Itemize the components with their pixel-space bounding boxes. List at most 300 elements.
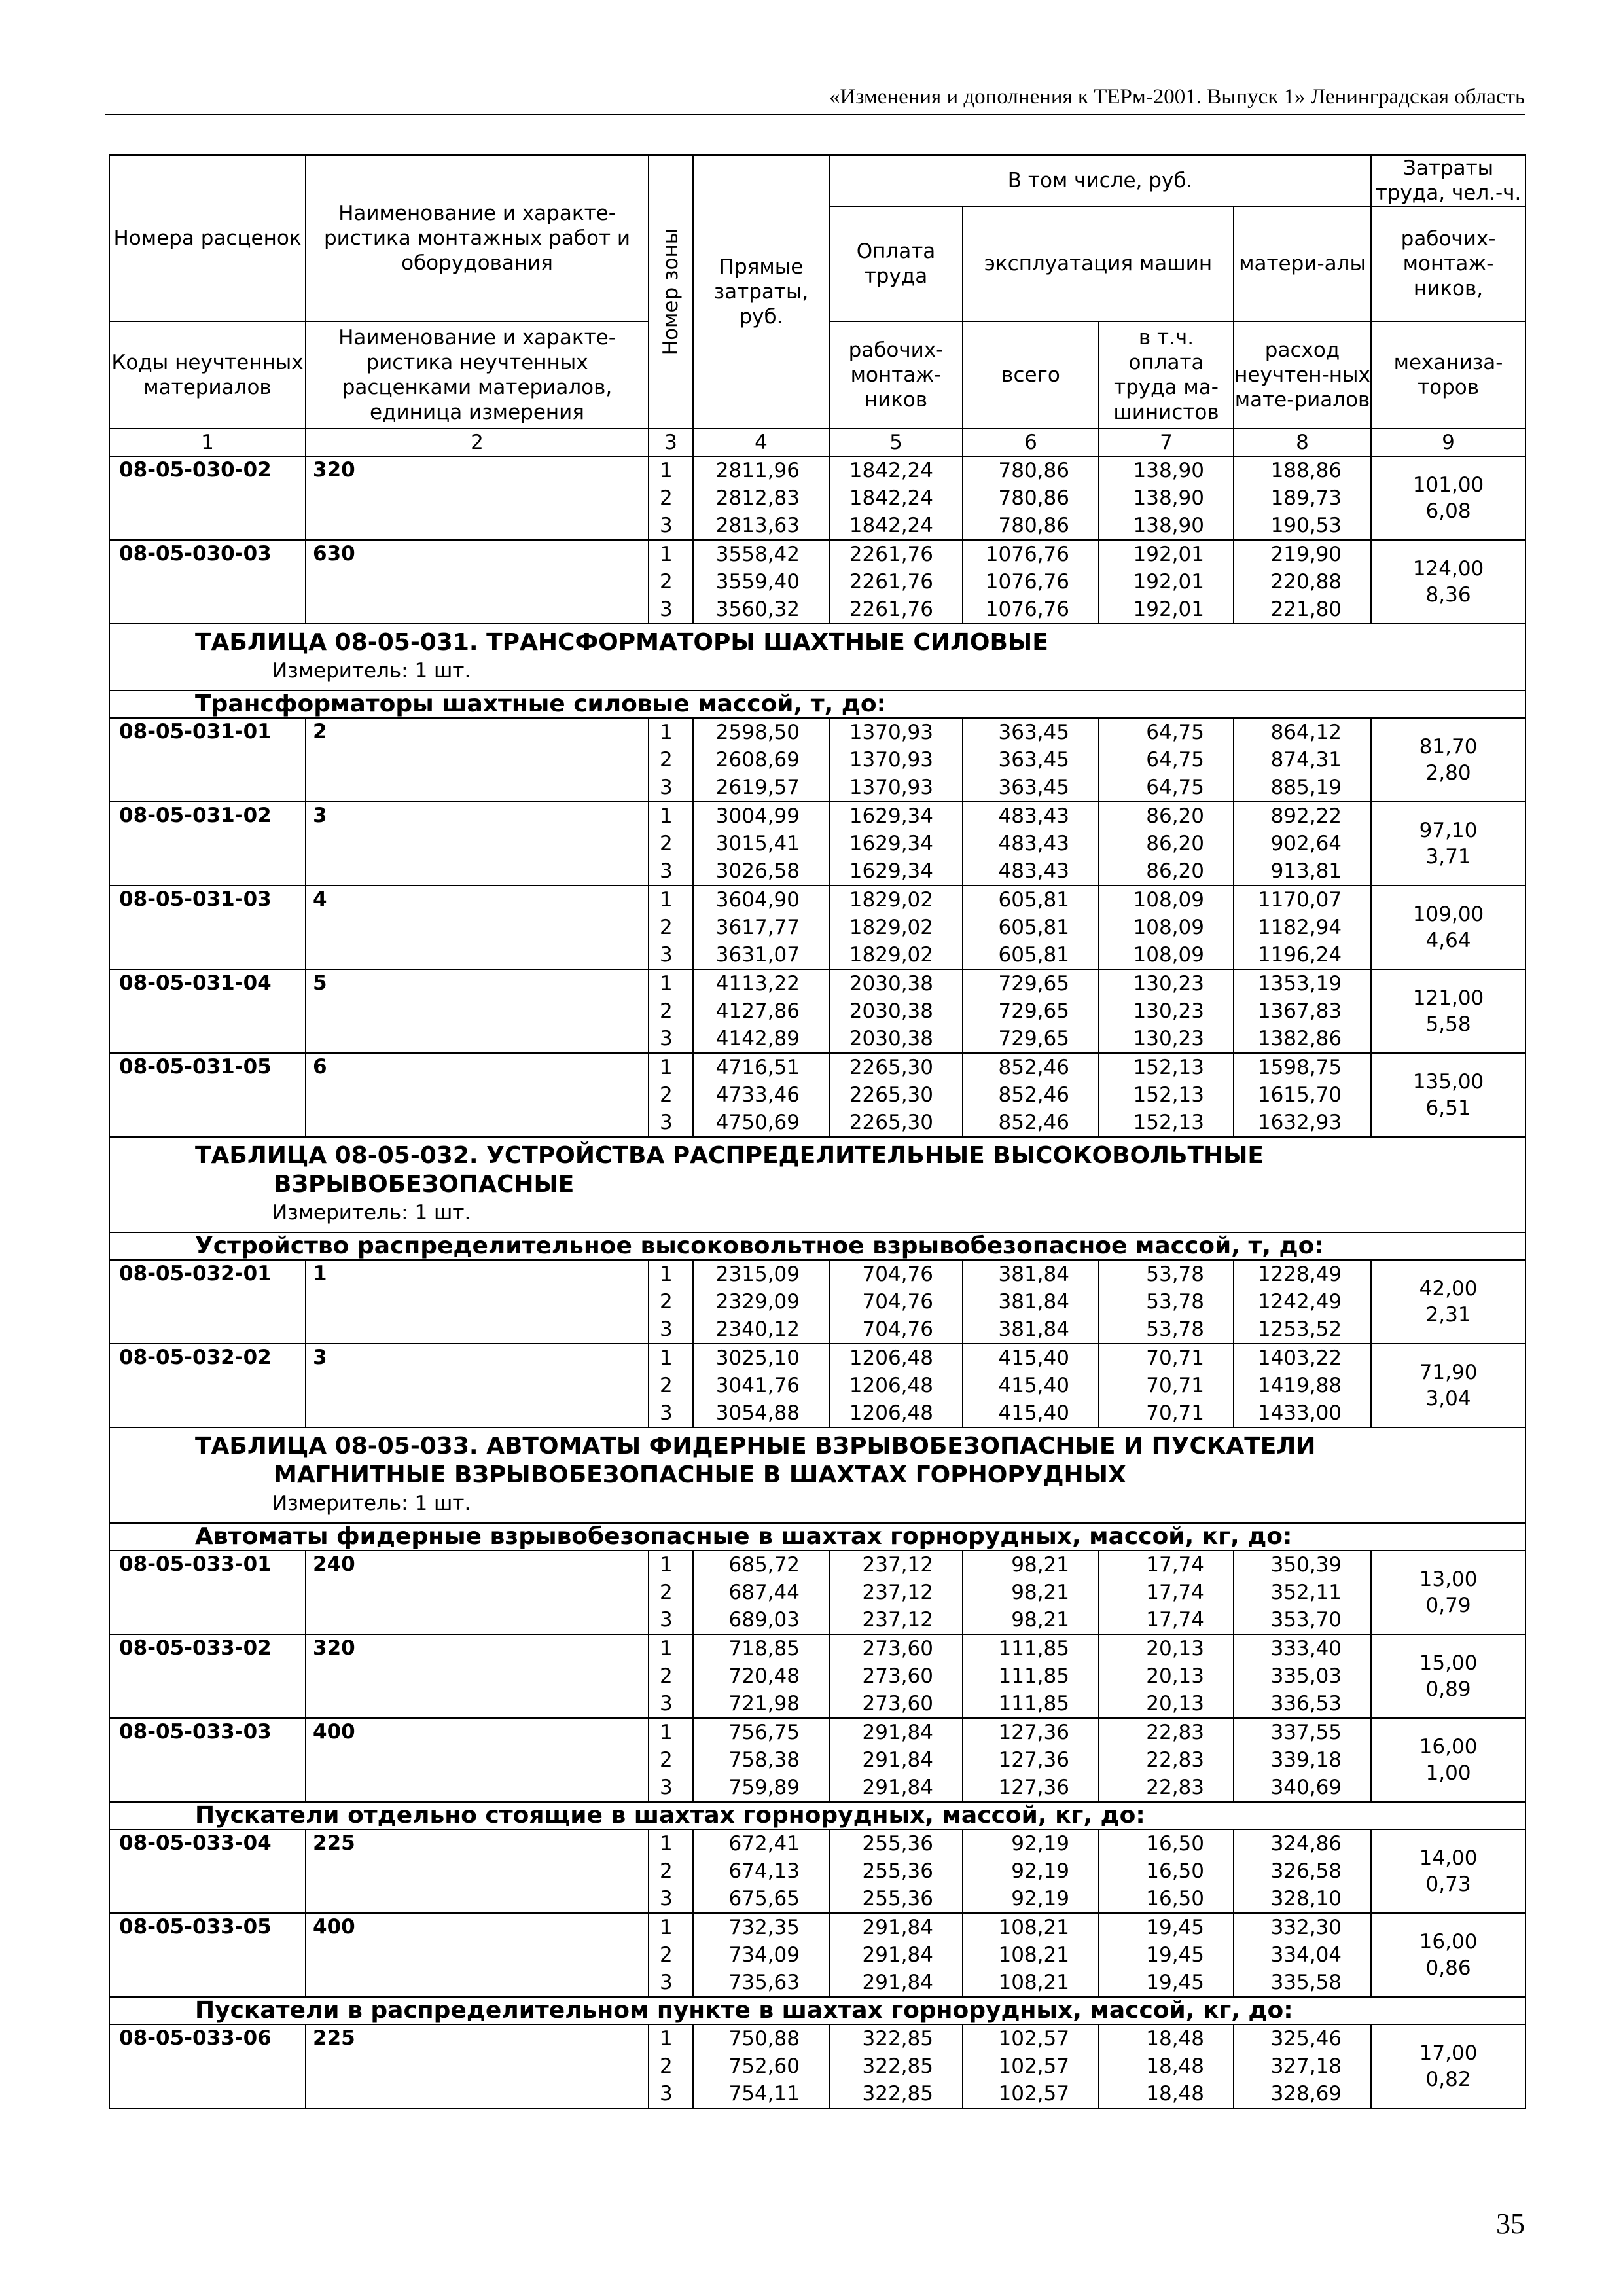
cost-value: 291,84 [862, 1748, 933, 1772]
cost-value: 108,09 [1133, 888, 1204, 912]
cost-value: 20,13 [1146, 1664, 1204, 1688]
cost-value: 685,72 [728, 1553, 800, 1577]
table-unit: Измеритель: 1 шт. [272, 1201, 471, 1225]
value-cell [1099, 1634, 1234, 1718]
labor-mechanics: 3,71 [1425, 845, 1471, 869]
zone-number: 2 [660, 1664, 673, 1688]
cost-value: 86,20 [1146, 804, 1204, 828]
cost-value: 188,86 [1270, 459, 1342, 482]
rate-parameter: 2 [306, 718, 649, 802]
cost-value: 415,40 [998, 1401, 1069, 1425]
rate-code: 08-05-033-04 [109, 1829, 306, 1913]
column-number: 4 [693, 429, 829, 456]
table-title-continuation: ВЗРЫВОБЕЗОПАСНЫЕ [274, 1171, 575, 1198]
cost-value: 192,01 [1133, 598, 1204, 621]
value-cell [963, 1718, 1099, 1802]
rate-code: 08-05-031-04 [109, 969, 306, 1053]
labor-costs-cell [1371, 1634, 1525, 1718]
cost-value: 1403,22 [1257, 1346, 1342, 1370]
cost-value: 152,13 [1133, 1056, 1204, 1079]
header-materials: матери-алы [1234, 206, 1371, 321]
header-material-names: Наименование и характе-ристика неучтенных расценками материалов, единица измерения [306, 321, 649, 429]
cost-value: 483,43 [998, 832, 1069, 855]
zone-number: 3 [660, 1776, 673, 1799]
cost-value: 729,65 [998, 972, 1069, 996]
cost-value: 1196,24 [1257, 943, 1342, 967]
value-cell [963, 1913, 1099, 1997]
value-cell [1099, 1260, 1234, 1344]
labor-mechanics: 0,89 [1425, 1677, 1471, 1701]
zone-number: 1 [660, 1056, 673, 1079]
zone-cell [649, 1718, 693, 1802]
cost-value: 1370,93 [849, 776, 933, 799]
cost-value: 913,81 [1270, 859, 1342, 883]
table-title-cell [109, 624, 1525, 691]
zone-number: 3 [660, 1111, 673, 1134]
rate-row [109, 1551, 1525, 1634]
labor-installers: 124,00 [1412, 557, 1484, 581]
cost-value: 152,13 [1133, 1111, 1204, 1134]
value-cell [693, 718, 829, 802]
subsection-row [109, 1523, 1525, 1551]
table-title-row [109, 624, 1525, 691]
rate-parameter: 320 [306, 1634, 649, 1718]
cost-value: 22,83 [1146, 1721, 1204, 1744]
rate-row [109, 1634, 1525, 1718]
cost-value: 4142,89 [715, 1027, 800, 1050]
value-cell [693, 1551, 829, 1634]
labor-mechanics: 6,51 [1425, 1096, 1471, 1120]
cost-value: 2315,09 [715, 1263, 800, 1286]
table-title [110, 624, 1525, 657]
cost-value: 108,21 [998, 1971, 1069, 1994]
zone-number: 3 [660, 1027, 673, 1050]
cost-value: 152,13 [1133, 1083, 1204, 1107]
zone-number: 3 [660, 859, 673, 883]
cost-value: 108,09 [1133, 916, 1204, 939]
rate-code: 08-05-030-02 [109, 456, 306, 540]
page-number: 35 [1496, 2208, 1525, 2240]
cost-value: 381,84 [998, 1318, 1069, 1341]
header-machinist-wage: в т.ч. оплата труда ма-шинистов [1099, 321, 1234, 429]
labor-installers: 101,00 [1412, 473, 1484, 497]
labor-installers: 13,00 [1419, 1568, 1478, 1591]
value-cell [1099, 886, 1234, 969]
cost-value: 16,50 [1146, 1832, 1204, 1856]
cost-value: 138,90 [1133, 514, 1204, 537]
cost-value: 17,74 [1146, 1581, 1204, 1604]
header-material-codes: Коды неучтенных материалов [109, 321, 306, 429]
labor-mechanics: 3,04 [1425, 1387, 1471, 1410]
cost-value: 729,65 [998, 1027, 1069, 1050]
cost-value: 339,18 [1270, 1748, 1342, 1772]
cost-value: 273,60 [862, 1692, 933, 1715]
cost-value: 291,84 [862, 1776, 933, 1799]
cost-value: 340,69 [1270, 1776, 1342, 1799]
zone-number: 1 [660, 1346, 673, 1370]
cost-value: 17,74 [1146, 1608, 1204, 1632]
zone-number: 1 [660, 1263, 673, 1286]
labor-mechanics: 2,80 [1425, 761, 1471, 785]
cost-value: 328,10 [1270, 1887, 1342, 1910]
cost-value: 3558,42 [715, 543, 800, 566]
cost-value: 780,86 [998, 459, 1069, 482]
value-cell [1234, 718, 1371, 802]
value-cell [693, 886, 829, 969]
value-cell [1099, 1913, 1234, 1997]
zone-number: 1 [660, 543, 673, 566]
rate-parameter: 3 [306, 802, 649, 886]
cost-value: 3631,07 [715, 943, 800, 967]
cost-value: 219,90 [1270, 543, 1342, 566]
rate-parameter: 225 [306, 1829, 649, 1913]
cost-value: 237,12 [862, 1553, 933, 1577]
value-cell [1234, 2024, 1371, 2108]
value-cell [829, 1718, 963, 1802]
cost-value: 332,30 [1270, 1916, 1342, 1939]
cost-value: 704,76 [862, 1318, 933, 1341]
zone-number: 2 [660, 999, 673, 1023]
value-cell [829, 802, 963, 886]
cost-value: 53,78 [1146, 1263, 1204, 1286]
zone-number: 3 [660, 1608, 673, 1632]
labor-costs-cell [1371, 1913, 1525, 1997]
cost-value: 2811,96 [715, 459, 800, 482]
value-cell [693, 802, 829, 886]
cost-value: 759,89 [728, 1776, 800, 1799]
labor-costs-cell [1371, 1551, 1525, 1634]
cost-value: 1829,02 [849, 916, 933, 939]
value-cell [1234, 969, 1371, 1053]
value-cell [1099, 718, 1234, 802]
cost-value: 4733,46 [715, 1083, 800, 1107]
rate-parameter: 240 [306, 1551, 649, 1634]
cost-value: 4113,22 [715, 972, 800, 996]
value-cell [1099, 540, 1234, 624]
cost-value: 18,48 [1146, 2027, 1204, 2051]
labor-mechanics: 1,00 [1425, 1761, 1471, 1785]
zone-number: 3 [660, 1971, 673, 1994]
labor-installers: 17,00 [1419, 2041, 1478, 2065]
cost-value: 1228,49 [1257, 1263, 1342, 1286]
zone-number: 3 [660, 1887, 673, 1910]
value-cell [829, 1913, 963, 1997]
cost-value: 130,23 [1133, 1027, 1204, 1050]
cost-value: 111,85 [998, 1637, 1069, 1660]
cost-value: 874,31 [1270, 748, 1342, 772]
value-cell [1099, 802, 1234, 886]
cost-value: 70,71 [1146, 1346, 1204, 1370]
rate-parameter: 400 [306, 1718, 649, 1802]
value-cell [693, 540, 829, 624]
cost-value: 1182,94 [1257, 916, 1342, 939]
cost-value: 237,12 [862, 1608, 933, 1632]
labor-mechanics: 0,79 [1425, 1594, 1471, 1617]
cost-value: 756,75 [728, 1721, 800, 1744]
zone-number: 1 [660, 721, 673, 744]
cost-value: 127,36 [998, 1776, 1069, 1799]
zone-number: 3 [660, 514, 673, 537]
zone-number: 3 [660, 2082, 673, 2106]
cost-value: 350,39 [1270, 1553, 1342, 1577]
cost-value: 605,81 [998, 916, 1069, 939]
zone-number: 2 [660, 916, 673, 939]
zone-number: 1 [660, 459, 673, 482]
cost-value: 1206,48 [849, 1346, 933, 1370]
table-title-row [109, 1137, 1525, 1232]
value-cell [829, 969, 963, 1053]
labor-costs-cell [1371, 1260, 1525, 1344]
cost-value: 852,46 [998, 1083, 1069, 1107]
zone-number: 1 [660, 1916, 673, 1939]
value-cell [693, 969, 829, 1053]
cost-value: 381,84 [998, 1290, 1069, 1314]
cost-value: 64,75 [1146, 748, 1204, 772]
cost-value: 1629,34 [849, 804, 933, 828]
cost-value: 3004,99 [715, 804, 800, 828]
zone-number: 2 [660, 1374, 673, 1397]
subsection-row [109, 1802, 1525, 1829]
subsection-title: Автоматы фидерные взрывобезопасные в шахтах горнорудных, массой, кг, до: [109, 1523, 1525, 1551]
cost-value: 189,73 [1270, 486, 1342, 510]
cost-value: 1170,07 [1257, 888, 1342, 912]
cost-value: 2030,38 [849, 999, 933, 1023]
cost-value: 333,40 [1270, 1637, 1342, 1660]
cost-value: 322,85 [862, 2054, 933, 2078]
subsection-title: Пускатели в распределительном пункте в шахтах горнорудных, массой, кг, до: [109, 1997, 1525, 2024]
rate-row [109, 1718, 1525, 1802]
labor-costs-cell [1371, 1829, 1525, 1913]
cost-value: 2608,69 [715, 748, 800, 772]
labor-mechanics: 0,73 [1425, 1873, 1471, 1896]
table-title-cell [109, 1427, 1525, 1523]
value-cell [963, 1260, 1099, 1344]
zone-number: 1 [660, 1721, 673, 1744]
labor-installers: 15,00 [1419, 1651, 1478, 1675]
zone-number: 3 [660, 776, 673, 799]
cost-value: 1629,34 [849, 832, 933, 855]
labor-costs-cell [1371, 1718, 1525, 1802]
cost-value: 885,19 [1270, 776, 1342, 799]
cost-value: 1419,88 [1257, 1374, 1342, 1397]
header-workers: рабочих-монтаж-ников, [1371, 206, 1525, 321]
header-zone-number [649, 155, 693, 429]
value-cell [693, 456, 829, 540]
labor-mechanics: 0,86 [1425, 1956, 1471, 1980]
labor-mechanics: 0,82 [1425, 2068, 1471, 2091]
cost-value: 336,53 [1270, 1692, 1342, 1715]
zone-number: 3 [660, 943, 673, 967]
header-material-consumption: расход неучтен-ных мате-риалов [1234, 321, 1371, 429]
table-unit: Измеритель: 1 шт. [272, 659, 471, 683]
rate-code: 08-05-031-01 [109, 718, 306, 802]
zone-number: 3 [660, 1692, 673, 1715]
value-cell [1234, 886, 1371, 969]
cost-value: 2265,30 [849, 1111, 933, 1134]
header-zone-number-label: Номер зоны [659, 228, 683, 356]
labor-mechanics: 8,36 [1425, 583, 1471, 607]
cost-value: 130,23 [1133, 972, 1204, 996]
value-cell [1234, 540, 1371, 624]
value-cell [963, 540, 1099, 624]
cost-value: 363,45 [998, 776, 1069, 799]
cost-value: 220,88 [1270, 570, 1342, 594]
value-cell [829, 718, 963, 802]
cost-value: 605,81 [998, 943, 1069, 967]
zone-cell [649, 1551, 693, 1634]
subsection-row [109, 1997, 1525, 2024]
cost-value: 127,36 [998, 1748, 1069, 1772]
rate-code: 08-05-031-05 [109, 1053, 306, 1137]
value-cell [1234, 1053, 1371, 1137]
subsection-title: Устройство распределительное высоковольтное взрывобезопасное массой, т, до: [109, 1232, 1525, 1260]
cost-value: 291,84 [862, 1916, 933, 1939]
value-cell [693, 1260, 829, 1344]
table-title-row [109, 1427, 1525, 1523]
value-cell [693, 1053, 829, 1137]
cost-value: 1370,93 [849, 721, 933, 744]
cost-value: 675,65 [728, 1887, 800, 1910]
cost-value: 352,11 [1270, 1581, 1342, 1604]
cost-value: 4127,86 [715, 999, 800, 1023]
zone-number: 2 [660, 748, 673, 772]
cost-value: 3015,41 [715, 832, 800, 855]
cost-value: 718,85 [728, 1637, 800, 1660]
cost-value: 752,60 [728, 2054, 800, 2078]
value-cell [829, 1344, 963, 1427]
cost-value: 255,36 [862, 1887, 933, 1910]
cost-value: 102,57 [998, 2082, 1069, 2106]
cost-value: 3604,90 [715, 888, 800, 912]
cost-value: 53,78 [1146, 1290, 1204, 1314]
zone-number: 1 [660, 888, 673, 912]
cost-value: 92,19 [1011, 1859, 1069, 1883]
zone-cell [649, 2024, 693, 2108]
zone-number: 2 [660, 1748, 673, 1772]
cost-value: 322,85 [862, 2082, 933, 2106]
cost-value: 864,12 [1270, 721, 1342, 744]
cost-value: 328,69 [1270, 2082, 1342, 2106]
cost-value: 672,41 [728, 1832, 800, 1856]
zone-cell [649, 886, 693, 969]
rate-row [109, 2024, 1525, 2108]
rate-row [109, 718, 1525, 802]
zone-number: 2 [660, 1290, 673, 1314]
header-installers: рабочих-монтаж-ников [829, 321, 963, 429]
value-cell [1234, 1634, 1371, 1718]
cost-value: 273,60 [862, 1637, 933, 1660]
value-cell [693, 1718, 829, 1802]
header-labor-costs: Затраты труда, чел.-ч. [1371, 155, 1525, 206]
cost-value: 4716,51 [715, 1056, 800, 1079]
table-title [110, 1138, 1525, 1199]
cost-value: 22,83 [1146, 1748, 1204, 1772]
cost-value: 1598,75 [1257, 1056, 1342, 1079]
labor-installers: 81,70 [1419, 735, 1478, 759]
cost-value: 3054,88 [715, 1401, 800, 1425]
cost-value: 3560,32 [715, 598, 800, 621]
zone-number: 1 [660, 972, 673, 996]
rate-row [109, 1829, 1525, 1913]
value-cell [963, 802, 1099, 886]
cost-value: 322,85 [862, 2027, 933, 2051]
table-unit: Измеритель: 1 шт. [272, 1492, 471, 1515]
rates-table [109, 154, 1526, 2109]
cost-value: 750,88 [728, 2027, 800, 2051]
labor-installers: 14,00 [1419, 1846, 1478, 1870]
value-cell [693, 1829, 829, 1913]
zone-number: 2 [660, 570, 673, 594]
value-cell [829, 1260, 963, 1344]
zone-number: 2 [660, 2054, 673, 2078]
zone-number: 1 [660, 2027, 673, 2051]
value-cell [829, 1634, 963, 1718]
cost-value: 337,55 [1270, 1721, 1342, 1744]
cost-value: 64,75 [1146, 721, 1204, 744]
cost-value: 327,18 [1270, 2054, 1342, 2078]
value-cell [829, 1053, 963, 1137]
cost-value: 2329,09 [715, 1290, 800, 1314]
cost-value: 483,43 [998, 804, 1069, 828]
labor-mechanics: 2,31 [1425, 1303, 1471, 1327]
table-title-text: ТАБЛИЦА 08-05-031. ТРАНСФОРМАТОРЫ ШАХТНЫЕ СИЛОВЫЕ [195, 629, 1048, 656]
zone-number: 3 [660, 1401, 673, 1425]
rate-code: 08-05-030-03 [109, 540, 306, 624]
cost-value: 291,84 [862, 1943, 933, 1967]
zone-number: 2 [660, 1581, 673, 1604]
table-title-continuation: МАГНИТНЫЕ ВЗРЫВОБЕЗОПАСНЫЕ В ШАХТАХ ГОРНОРУДНЫХ [274, 1462, 1126, 1488]
cost-value: 16,50 [1146, 1887, 1204, 1910]
cost-value: 92,19 [1011, 1887, 1069, 1910]
labor-costs-cell [1371, 2024, 1525, 2108]
cost-value: 902,64 [1270, 832, 1342, 855]
value-cell [1234, 1718, 1371, 1802]
cost-value: 324,86 [1270, 1832, 1342, 1856]
header-rate-numbers: Номера расценок [109, 155, 306, 321]
cost-value: 255,36 [862, 1859, 933, 1883]
cost-value: 1206,48 [849, 1374, 933, 1397]
value-cell [1234, 1913, 1371, 1997]
cost-value: 108,09 [1133, 943, 1204, 967]
cost-value: 18,48 [1146, 2054, 1204, 2078]
value-cell [963, 886, 1099, 969]
column-number: 5 [829, 429, 963, 456]
zone-number: 1 [660, 1832, 673, 1856]
value-cell [963, 1634, 1099, 1718]
value-cell [693, 2024, 829, 2108]
zone-number: 1 [660, 1553, 673, 1577]
cost-value: 2265,30 [849, 1083, 933, 1107]
cost-value: 237,12 [862, 1581, 933, 1604]
cost-value: 2030,38 [849, 972, 933, 996]
zone-cell [649, 802, 693, 886]
cost-value: 1842,24 [849, 514, 933, 537]
value-cell [693, 1913, 829, 1997]
cost-value: 2261,76 [849, 598, 933, 621]
labor-costs-cell [1371, 802, 1525, 886]
header-mechanics: механиза-торов [1371, 321, 1525, 429]
cost-value: 64,75 [1146, 776, 1204, 799]
zone-number: 2 [660, 486, 673, 510]
cost-value: 2030,38 [849, 1027, 933, 1050]
cost-value: 381,84 [998, 1263, 1069, 1286]
column-number: 1 [109, 429, 306, 456]
rate-parameter: 630 [306, 540, 649, 624]
cost-value: 2619,57 [715, 776, 800, 799]
value-cell [1234, 1551, 1371, 1634]
value-cell [1234, 456, 1371, 540]
zone-number: 2 [660, 832, 673, 855]
